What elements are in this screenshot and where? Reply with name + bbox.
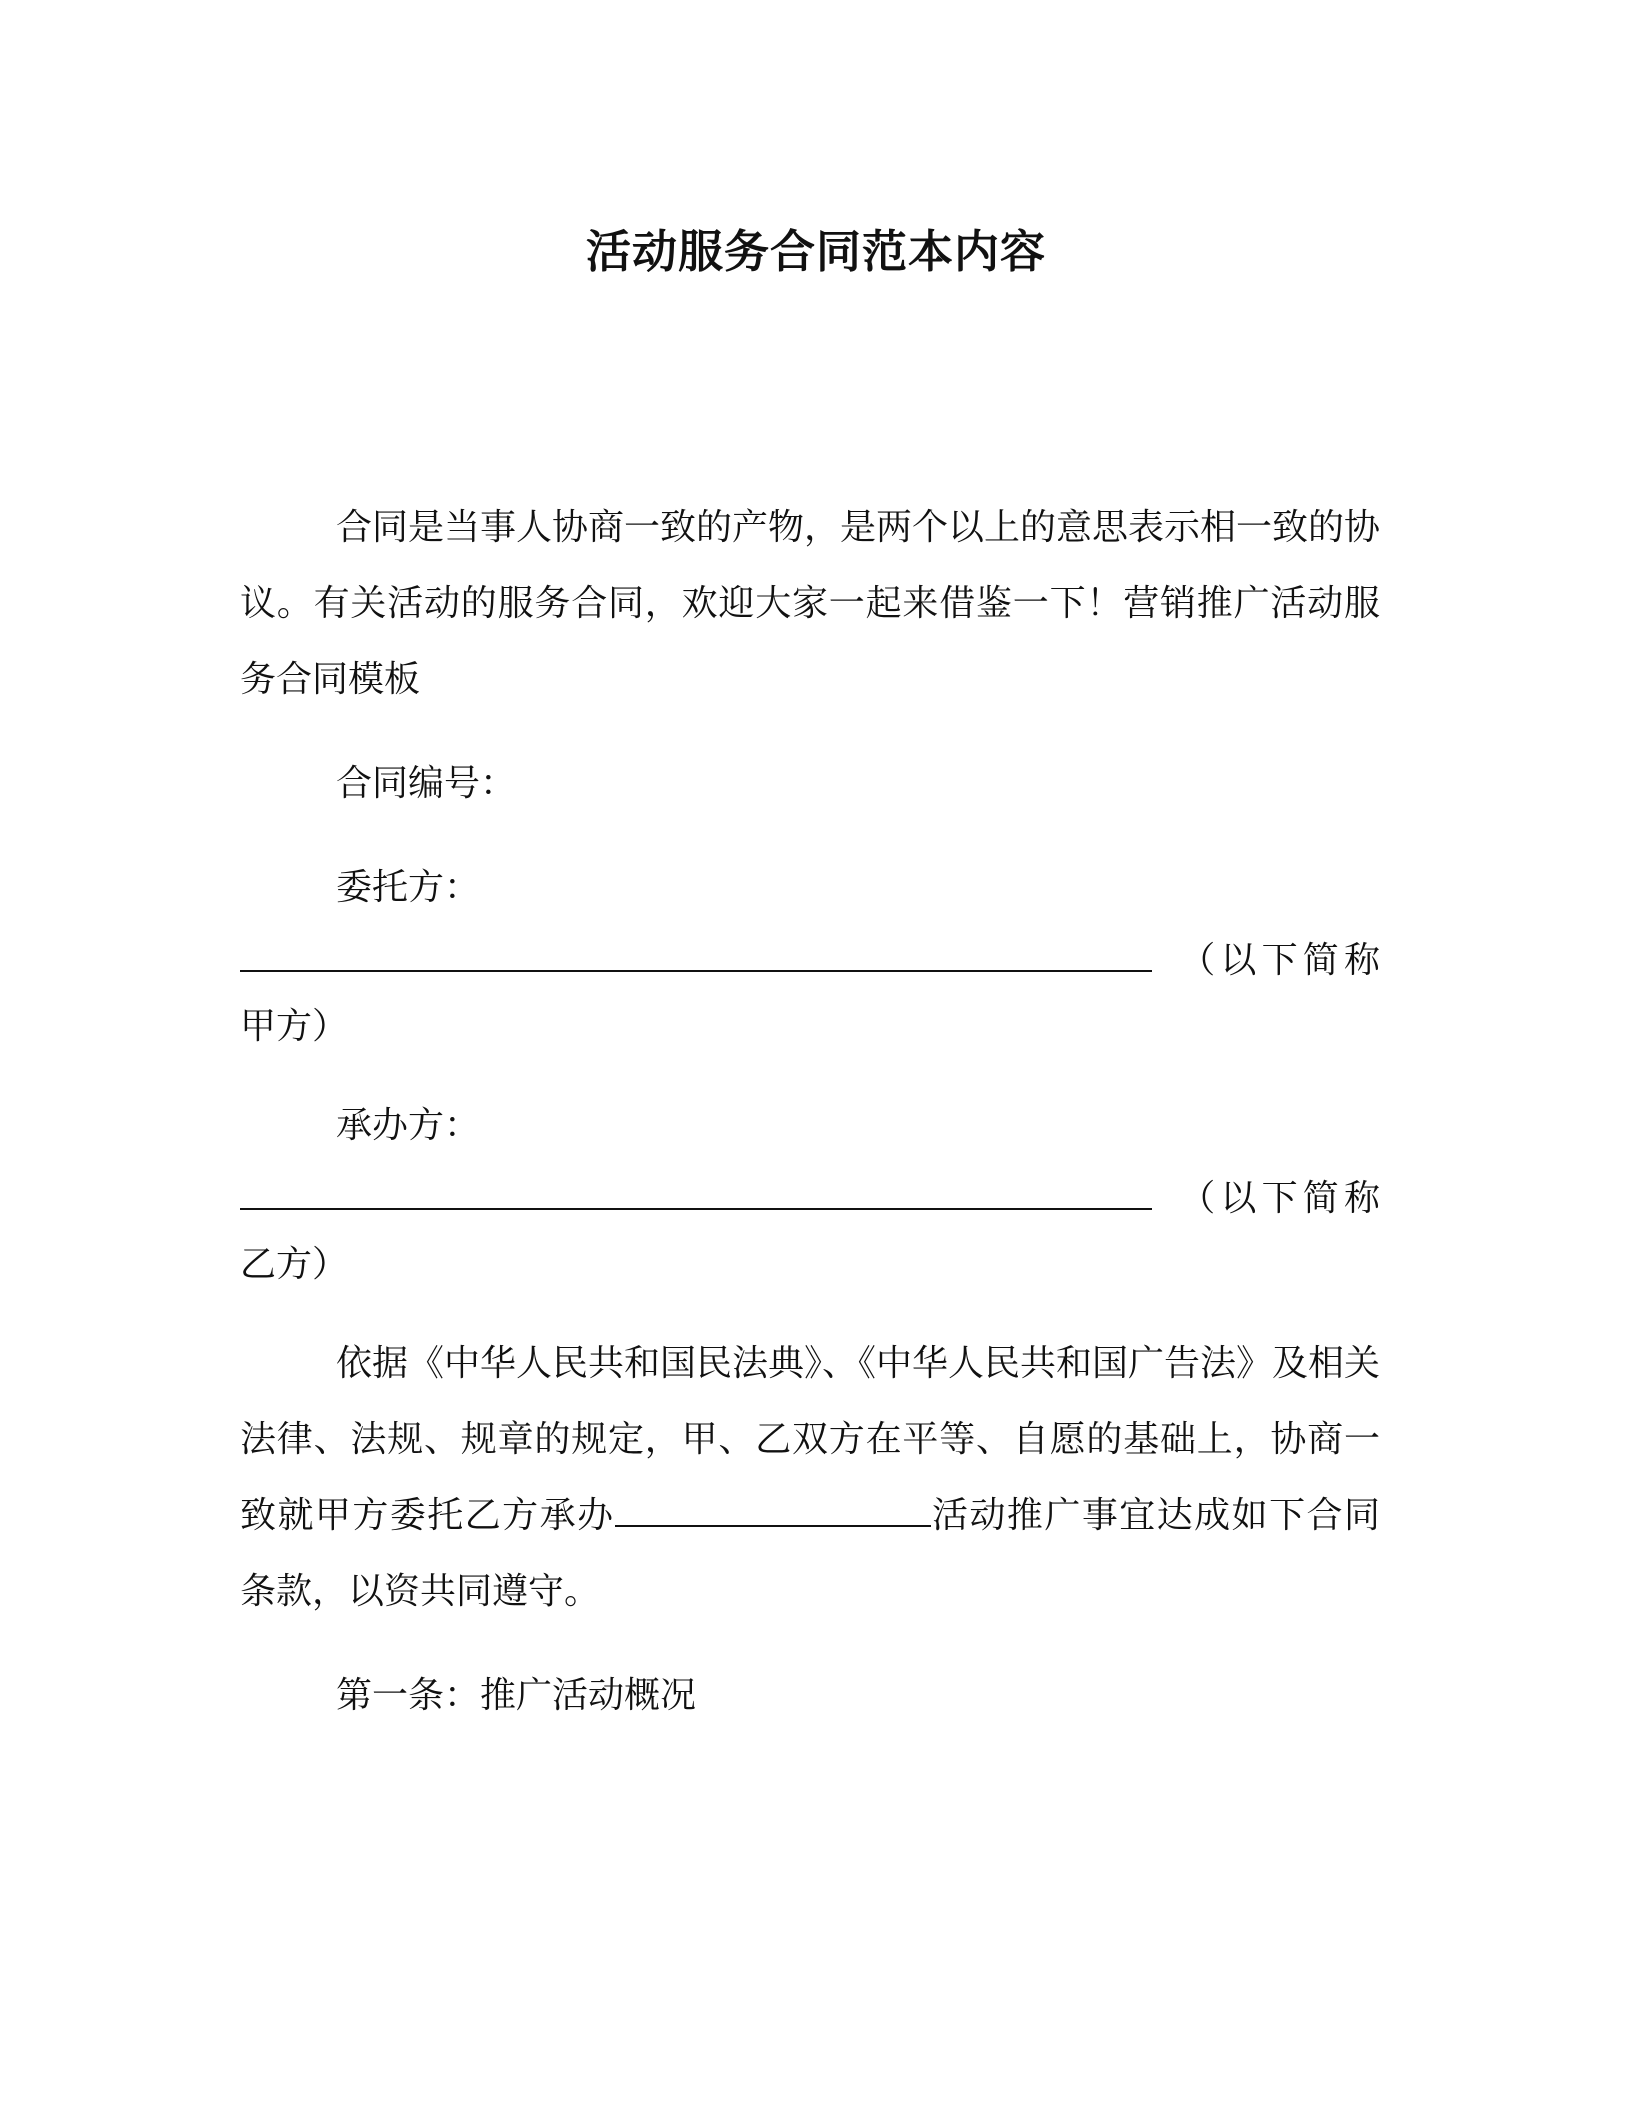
legal-basis-text-part2: 活动推广事宜达成如下合同条款，以资共同遵守。 — [240, 1495, 1380, 1612]
legal-basis-text-part1: 依据《中华人民共和国民法典》、《中华人民共和国广告法》及相关法律、法规、规章的规定，甲、乙双方在平等、自愿的基础上，协商一致就甲方委托乙方承办 — [240, 1343, 1381, 1536]
contractor-fill-row — [240, 1164, 1380, 1298]
contractor-blank-line — [240, 1164, 1152, 1210]
intro-paragraph: 合同是当事人协商一致的产物，是两个以上的意思表示相一致的协议。有关活动的服务合同，欢迎大家一起来借鉴一下！营销推广活动服务合同模板 — [240, 507, 1381, 700]
client-blank-line — [240, 926, 1152, 972]
article-1-heading: 第一条：推广活动概况 — [336, 1675, 697, 1716]
document-body — [240, 490, 1380, 1734]
contractor-label: 承办方： — [336, 1105, 481, 1146]
client-label: 委托方： — [336, 867, 481, 908]
document-title: 活动服务合同范本内容 — [585, 225, 1046, 278]
legal-basis-paragraph — [240, 1326, 1380, 1630]
contract-number-label: 合同编号： — [336, 763, 517, 804]
client-fill-row — [240, 926, 1380, 1060]
contractor-suffix: （以下简称乙方） — [240, 1178, 1380, 1285]
activity-blank-line — [615, 1481, 931, 1527]
client-suffix: （以下简称甲方） — [240, 940, 1380, 1047]
